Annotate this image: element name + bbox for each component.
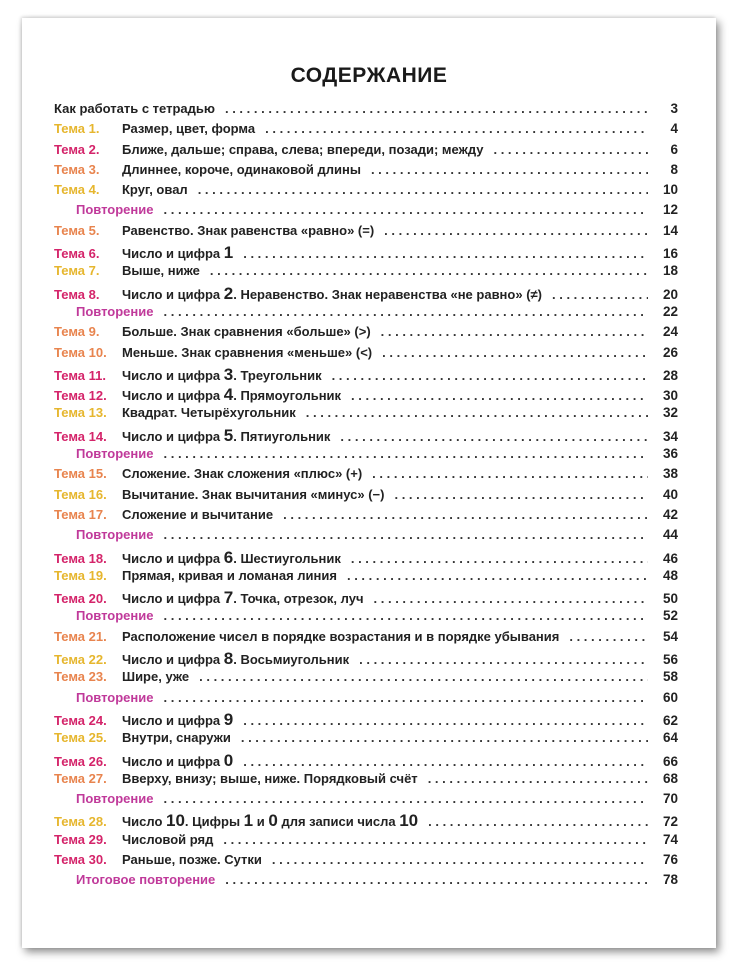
entry-title — [54, 446, 164, 461]
page-number: 72 — [662, 814, 678, 830]
entry-title — [54, 527, 164, 542]
entry-title — [54, 101, 225, 116]
title-text: Число и цифра — [122, 712, 224, 728]
topic-label: Тема 10. — [54, 344, 107, 360]
toc-entry — [54, 162, 678, 182]
title-text: Больше. Знак сравнения «больше» (>) — [122, 324, 371, 340]
toc-review-entry — [54, 304, 678, 324]
toc-entry — [54, 669, 678, 689]
page-number: 50 — [662, 591, 678, 607]
topic-label: Тема 3. — [54, 161, 100, 177]
page-number: 44 — [662, 527, 678, 543]
toc-entry — [54, 649, 678, 669]
toc-entry — [54, 507, 678, 527]
title-text: Повторение — [76, 791, 154, 807]
page-number: 3 — [670, 101, 678, 116]
topic-label: Тема 16. — [54, 486, 107, 502]
title-text: Число и цифра — [122, 428, 224, 444]
title-text: Число и цифра — [122, 286, 224, 302]
toc-entry — [54, 385, 678, 405]
page-number: 56 — [662, 652, 678, 668]
page-number: 16 — [662, 246, 678, 262]
page-number: 18 — [662, 263, 678, 279]
entry-title — [122, 162, 371, 177]
dot-leader — [283, 507, 648, 522]
page-number: 62 — [662, 712, 678, 728]
toc-entry — [54, 548, 678, 568]
entry-title — [122, 487, 394, 502]
entry-title — [54, 690, 164, 705]
topic-label: Тема 6. — [54, 246, 100, 262]
page-number: 48 — [662, 567, 678, 583]
toc-entry — [54, 730, 678, 750]
topic-label: Тема 20. — [54, 591, 107, 607]
entry-title — [122, 507, 283, 522]
topic-label: Тема 9. — [54, 324, 100, 340]
page-number: 22 — [662, 303, 678, 319]
title-text: Число — [122, 814, 166, 830]
dot-leader — [332, 368, 648, 383]
entry-title — [122, 568, 347, 583]
page-number: 10 — [662, 182, 678, 198]
toc-entry — [54, 629, 678, 649]
title-text: Шире, уже — [122, 669, 190, 685]
title-text: Итоговое повторение — [76, 872, 216, 888]
dot-leader — [164, 202, 649, 217]
toc-entry — [54, 426, 678, 446]
title-text: для записи числа — [277, 814, 400, 830]
topic-label: Тема 19. — [54, 567, 107, 583]
toc-entry — [54, 243, 678, 263]
page-number: 66 — [662, 753, 678, 769]
title-text: Как работать с тетрадью — [54, 101, 215, 116]
title-text: Сложение и вычитание — [122, 506, 274, 522]
title-text: Повторение — [76, 202, 154, 218]
dot-leader — [265, 121, 648, 136]
title-text: и — [253, 814, 269, 830]
topic-label: Тема 1. — [54, 121, 100, 137]
title-text: Числовой ряд — [122, 831, 214, 847]
toc-review-entry — [54, 446, 678, 466]
title-text: Повторение — [76, 303, 154, 319]
dot-leader — [164, 791, 649, 806]
title-text: Число и цифра — [122, 753, 224, 769]
entry-title — [122, 466, 372, 481]
toc-review-entry — [54, 527, 678, 547]
toc-entry — [54, 568, 678, 588]
title-text: Сложение. Знак сложения «плюс» (+) — [122, 466, 363, 482]
topic-label: Тема 29. — [54, 831, 107, 847]
page-number: 60 — [662, 689, 678, 705]
topic-label: Тема 25. — [54, 730, 107, 746]
page-number: 38 — [662, 466, 678, 482]
topic-label: Тема 2. — [54, 141, 100, 157]
dot-leader — [225, 872, 648, 887]
entry-title — [54, 791, 164, 806]
dot-leader — [243, 713, 648, 728]
title-text: Квадрат. Четырёхугольник — [122, 405, 296, 421]
page-number: 42 — [662, 506, 678, 522]
title-digit: 1 — [243, 811, 254, 831]
page-number: 78 — [662, 872, 678, 888]
entry-title — [122, 121, 265, 136]
page-number: 64 — [662, 730, 678, 746]
title-text: . Прямоугольник — [233, 388, 342, 404]
title-text: Повторение — [76, 689, 154, 705]
topic-label: Тема 24. — [54, 712, 107, 728]
title-digit: 10 — [166, 811, 185, 831]
entry-title — [122, 548, 351, 568]
title-text: Вычитание. Знак вычитания «минус» (−) — [122, 486, 385, 502]
dot-leader — [272, 852, 648, 867]
toc-entry — [54, 811, 678, 831]
topic-label: Тема 4. — [54, 182, 100, 198]
dot-leader — [241, 730, 648, 745]
entry-title — [122, 832, 223, 847]
dot-leader — [428, 771, 648, 786]
entry-title — [122, 649, 359, 669]
entry-title — [122, 243, 243, 263]
title-digit: 4 — [223, 385, 234, 405]
toc-entry — [54, 324, 678, 344]
page-title: СОДЕРЖАНИЕ — [290, 64, 448, 87]
toc-entry — [54, 223, 678, 243]
topic-label: Тема 27. — [54, 770, 107, 786]
page-number: 4 — [670, 121, 678, 137]
entry-title — [122, 385, 351, 405]
entry-title — [122, 324, 381, 339]
dot-leader — [164, 527, 649, 542]
title-digit: 10 — [399, 811, 419, 831]
title-digit: 5 — [223, 425, 234, 445]
dot-leader — [359, 652, 648, 667]
dot-leader — [164, 446, 649, 461]
dot-leader — [371, 162, 648, 177]
title-digit: 0 — [223, 750, 234, 770]
toc-review-entry — [54, 690, 678, 710]
topic-label: Тема 22. — [54, 652, 107, 668]
dot-leader — [164, 304, 649, 319]
page-number: 58 — [662, 669, 678, 685]
entry-title — [122, 182, 198, 197]
page-number: 6 — [670, 141, 678, 157]
dot-leader — [243, 246, 648, 261]
title-digit: 0 — [268, 811, 278, 831]
dot-leader — [428, 814, 648, 829]
toc-entry — [54, 405, 678, 425]
dot-leader — [223, 832, 648, 847]
toc-entry — [54, 263, 678, 283]
title-digit: 6 — [223, 547, 234, 567]
title-text: Повторение — [76, 608, 154, 624]
entry-title — [122, 426, 340, 446]
toc-entry — [54, 121, 678, 141]
topic-label: Тема 23. — [54, 669, 107, 685]
page-number: 34 — [662, 428, 678, 444]
entry-title — [122, 730, 241, 745]
toc-review-entry — [54, 791, 678, 811]
topic-label: Тема 7. — [54, 263, 100, 279]
title-digit: 8 — [223, 649, 234, 669]
title-text: . Неравенство. Знак неравенства «не равно» (≠) — [233, 286, 542, 302]
topic-label: Тема 11. — [54, 367, 106, 383]
dot-leader — [199, 669, 648, 684]
page-number: 32 — [662, 405, 678, 421]
topic-label: Тема 21. — [54, 628, 107, 644]
title-text: Длиннее, короче, одинаковой длины — [122, 161, 361, 177]
title-text: Равенство. Знак равенства «равно» (=) — [122, 222, 375, 238]
entry-title — [54, 872, 225, 887]
page-number: 8 — [670, 161, 678, 177]
toc-entry — [54, 771, 678, 791]
title-text: Расположение чисел в порядке возрастания и в порядке убывания — [122, 628, 560, 644]
topic-label: Тема 8. — [54, 286, 100, 302]
entry-title — [122, 771, 428, 786]
dot-leader — [552, 287, 648, 302]
title-text: Ближе, дальше; справа, слева; впереди, позади; между — [122, 141, 484, 157]
entry-title — [122, 284, 552, 304]
title-text: Раньше, позже. Сутки — [122, 851, 262, 867]
title-text: Повторение — [76, 527, 154, 543]
title-digit: 1 — [223, 243, 234, 263]
topic-label: Тема 13. — [54, 405, 107, 421]
entry-title — [54, 608, 164, 623]
toc-entry — [54, 588, 678, 608]
title-text: . Пятиугольник — [233, 428, 331, 444]
page-number: 36 — [662, 446, 678, 462]
toc-entry — [54, 466, 678, 486]
entry-title — [122, 751, 243, 771]
page-number: 46 — [662, 550, 678, 566]
page-number: 14 — [662, 222, 678, 238]
dot-leader — [394, 487, 648, 502]
page-number: 26 — [662, 344, 678, 360]
title-text: . Шестиугольник — [233, 550, 341, 566]
title-text: . Точка, отрезок, луч — [233, 591, 364, 607]
dot-leader — [382, 345, 648, 360]
page-number: 40 — [662, 486, 678, 502]
entry-title — [54, 202, 164, 217]
title-text: Размер, цвет, форма — [122, 121, 256, 137]
entry-title — [122, 365, 332, 385]
toc-entry — [54, 142, 678, 162]
toc-entry — [54, 852, 678, 872]
topic-label: Тема 28. — [54, 814, 107, 830]
title-digit: 3 — [223, 364, 234, 384]
toc-entry — [54, 710, 678, 730]
toc-entry — [54, 832, 678, 852]
toc-entry — [54, 751, 678, 771]
entry-title — [122, 405, 306, 420]
dot-leader — [351, 551, 648, 566]
dot-leader — [384, 223, 648, 238]
dot-leader — [164, 690, 649, 705]
title-text: Прямая, кривая и ломаная линия — [122, 567, 337, 583]
dot-leader — [372, 466, 648, 481]
topic-label: Тема 12. — [54, 388, 107, 404]
toc-entry — [54, 487, 678, 507]
dot-leader — [198, 182, 648, 197]
title-text: . Цифры — [184, 814, 244, 830]
entry-title — [122, 710, 243, 730]
title-text: Повторение — [76, 446, 154, 462]
dot-leader — [381, 324, 648, 339]
entry-title — [54, 304, 164, 319]
title-text: Число и цифра — [122, 388, 224, 404]
entry-title — [122, 263, 210, 278]
dot-leader — [210, 263, 648, 278]
title-digit: 7 — [223, 588, 234, 608]
toc-entry — [54, 365, 678, 385]
title-text: Число и цифра — [122, 367, 224, 383]
page-number: 76 — [662, 851, 678, 867]
topic-label: Тема 30. — [54, 851, 107, 867]
topic-label: Тема 15. — [54, 466, 107, 482]
dot-leader — [347, 568, 648, 583]
page-number: 28 — [662, 367, 678, 383]
title-text: Число и цифра — [122, 591, 224, 607]
title-text: Число и цифра — [122, 550, 224, 566]
dot-leader — [351, 388, 648, 403]
title-text: Круг, овал — [122, 182, 188, 198]
page-number: 24 — [662, 324, 678, 340]
dot-leader — [164, 608, 649, 623]
title-text: Число и цифра — [122, 246, 224, 262]
title-text: Выше, ниже — [122, 263, 200, 279]
entry-title — [122, 142, 493, 157]
entry-title — [122, 345, 382, 360]
topic-label: Тема 26. — [54, 753, 107, 769]
entry-title — [122, 811, 428, 831]
title-text: Внутри, снаружи — [122, 730, 231, 746]
toc-entry — [54, 284, 678, 304]
page-number: 70 — [662, 791, 678, 807]
table-of-contents — [54, 101, 678, 893]
toc-review-entry — [54, 608, 678, 628]
title-text: Число и цифра — [122, 652, 224, 668]
title-text: . Восьмиугольник — [233, 652, 350, 668]
dot-leader — [374, 591, 648, 606]
dot-leader — [225, 101, 648, 116]
toc-entry — [54, 345, 678, 365]
title-text: . Треугольник — [233, 367, 322, 383]
title-digit: 2 — [223, 283, 234, 303]
entry-title — [122, 223, 384, 238]
document-page — [22, 18, 716, 948]
page-number: 68 — [662, 770, 678, 786]
dot-leader — [493, 142, 648, 157]
entry-title — [122, 629, 569, 644]
toc-entry — [54, 182, 678, 202]
page-number: 74 — [662, 831, 678, 847]
topic-label: Тема 5. — [54, 222, 100, 238]
entry-title — [122, 588, 374, 608]
title-digit: 9 — [223, 709, 234, 729]
page-number: 54 — [662, 628, 678, 644]
topic-label: Тема 18. — [54, 550, 107, 566]
page-number: 30 — [662, 388, 678, 404]
dot-leader — [243, 754, 648, 769]
page-number: 12 — [662, 202, 678, 218]
dot-leader — [340, 429, 648, 444]
page-number: 52 — [662, 608, 678, 624]
toc-review-entry — [54, 872, 678, 892]
title-text: Вверху, внизу; выше, ниже. Порядковый счёт — [122, 770, 418, 786]
topic-label: Тема 17. — [54, 506, 107, 522]
toc-review-entry — [54, 202, 678, 222]
dot-leader — [306, 405, 648, 420]
title-text: Меньше. Знак сравнения «меньше» (<) — [122, 344, 373, 360]
page-number: 20 — [662, 286, 678, 302]
entry-title — [122, 669, 199, 684]
dot-leader — [569, 629, 648, 644]
topic-label: Тема 14. — [54, 428, 107, 444]
entry-title — [122, 852, 272, 867]
toc-entry — [54, 101, 678, 121]
